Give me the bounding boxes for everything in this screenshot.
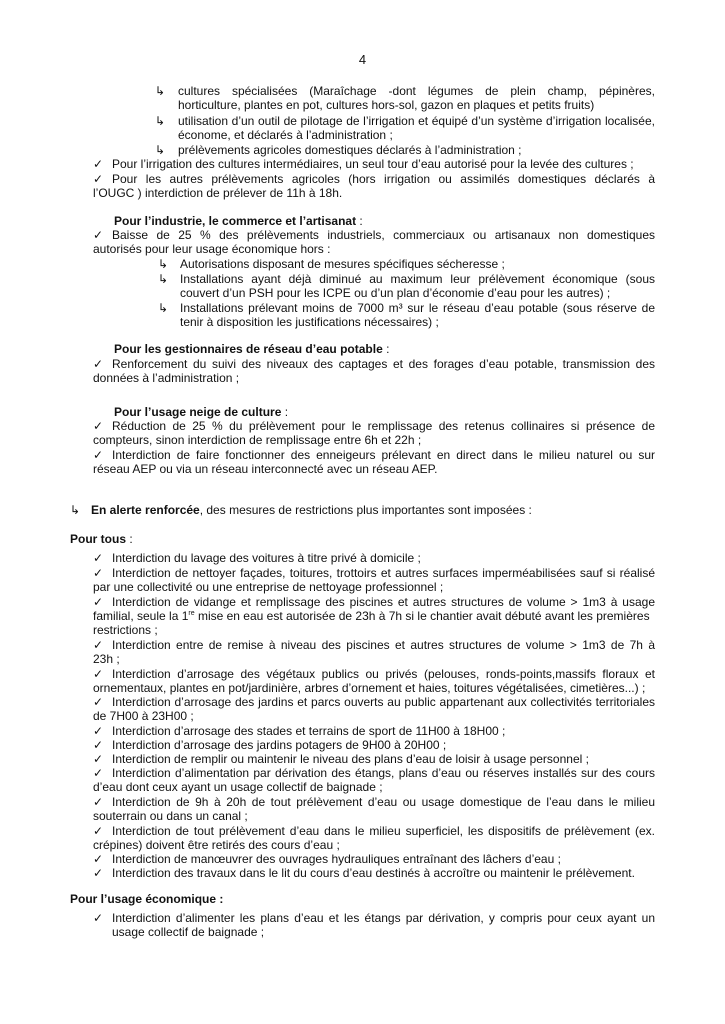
- arrow-item-text: horticulture, plantes en pot, cultures hors-sol, gazon en plaques et petits fruits): [178, 98, 595, 112]
- check-icon: ✓: [93, 667, 104, 681]
- arrow-item-text: tenir à disposition les justifications nécessaires) ;: [180, 315, 439, 329]
- check-item-text: Interdiction de manœuvrer des ouvrages hydrauliques entraînant des lâchers d’eau ;: [112, 852, 561, 866]
- arrow-icon: ↳: [158, 301, 169, 315]
- arrow-icon: ↳: [158, 257, 169, 271]
- check-item-text: 23h ;: [93, 652, 120, 666]
- check-icon: ✓: [93, 911, 104, 925]
- check-item-text: Baisse de 25 % des prélèvements industriels, commerciaux ou artisanaux non domestiques: [112, 228, 655, 242]
- text-part: familial, seule la 1: [93, 609, 189, 623]
- check-item-text: Interdiction de remplir ou maintenir le niveau des plans d’eau de loisir à usage personnel ;: [112, 752, 589, 766]
- check-item-text: Interdiction du lavage des voitures à titre privé à domicile ;: [112, 551, 421, 565]
- check-item-text: Interdiction d’alimenter les plans d’eau et les étangs par dérivation, y compris pour ceux ayant un: [112, 911, 655, 925]
- check-icon: ✓: [93, 724, 104, 738]
- arrow-item-text: couvert d’un PSH pour les ICPE ou d’un plan d’économie d’eau pour les autres) ;: [180, 286, 611, 300]
- check-item-text: Interdiction de 9h à 20h de tout prélèvement d’eau ou usage domestique de l’eau dans le milieu: [112, 795, 655, 809]
- check-icon: ✓: [93, 157, 104, 171]
- check-item-text: Réduction de 25 % du prélèvement pour le remplissage des retenus collinaires si présence de: [112, 419, 655, 433]
- check-icon: ✓: [93, 638, 104, 652]
- check-item-text: Interdiction d’arrosage des jardins potagers de 9H00 à 20H00 ;: [112, 738, 447, 752]
- check-icon: ✓: [93, 595, 104, 609]
- check-item-text: Interdiction de tout prélèvement d’eau dans le milieu superficiel, les dispositifs de prélèvement (ex.: [112, 824, 655, 838]
- check-icon: ✓: [93, 357, 104, 371]
- check-item-text: [93, 609, 650, 623]
- check-item-text: ornementaux, plantes en pot/jardinière, arbres d’ornement et haies, toitures végétalisées, cimetières...) ;: [93, 681, 646, 695]
- check-item-text: de 7H00 à 23H00 ;: [93, 709, 194, 723]
- alerte-text: [91, 503, 532, 517]
- arrow-icon: ↳: [155, 84, 166, 98]
- check-icon: ✓: [93, 795, 104, 809]
- heading-text: Pour les gestionnaires de réseau d’eau potable: [114, 342, 383, 356]
- check-icon: ✓: [93, 695, 104, 709]
- check-item-text: d’eau dont ceux ayant un usage collectif de baignade ;: [93, 780, 383, 794]
- section-heading: [114, 405, 288, 419]
- check-item-text: Pour les autres prélèvements agricoles (hors irrigation ou assimilés domestiques déclarés à: [112, 172, 655, 186]
- check-icon: ✓: [93, 419, 104, 433]
- check-item-text: Interdiction de faire fonctionner des enneigeurs prélevant en direct dans le milieu naturel ou sur: [112, 448, 655, 462]
- check-item-text: Interdiction d’alimentation par dérivation des étangs, plans d’eau ou réserves installés sur des cours: [112, 766, 655, 780]
- check-item-text: Interdiction d’arrosage des végétaux publics ou privés (pelouses, ronds-points,massifs floraux et: [112, 667, 655, 681]
- section-heading: Pour l’usage économique :: [70, 892, 224, 906]
- heading-text: Pour tous: [70, 532, 126, 546]
- arrow-item-text: prélèvements agricoles domestiques déclarés à l’administration ;: [178, 143, 522, 157]
- check-item-text: restrictions ;: [93, 623, 158, 637]
- arrow-item-text: Autorisations disposant de mesures spécifiques sécheresse ;: [180, 257, 505, 271]
- arrow-item-text: Installations ayant déjà diminué au maximum leur prélèvement économique (sous: [180, 272, 655, 286]
- check-item-text: Interdiction d’arrosage des stades et terrains de sport de 11H00 à 18H00 ;: [112, 724, 506, 738]
- check-item-text: compteurs, sinon interdiction de remplissage entre 6h et 22h ;: [93, 433, 422, 447]
- check-item-text: réseau AEP ou via un réseau interconnecté avec un réseau AEP.: [93, 462, 438, 476]
- alerte-bold: En alerte renforcée: [91, 503, 200, 517]
- arrow-item-text: cultures spécialisées (Maraîchage -dont légumes de plein champ, pépinères,: [178, 84, 655, 98]
- heading-text: Pour l’industrie, le commerce et l’artisanat: [114, 214, 357, 228]
- alerte-rest: , des mesures de restrictions plus importantes sont imposées :: [199, 503, 532, 517]
- check-icon: ✓: [93, 766, 104, 780]
- check-item-text: l’OUGC ) interdiction de prélever de 11h à 18h.: [93, 186, 343, 200]
- arrow-item-text: utilisation d’un outil de pilotage de l’irrigation et équipé d’un système d’irrigation localisée,: [178, 114, 655, 128]
- check-item-text: Interdiction entre de remise à niveau des piscines et autres structures de volume > 1m3 de 7h à: [112, 638, 655, 652]
- arrow-item-text: Installations prélevant moins de 7000 m³ sur le réseau d’eau potable (sous réserve de: [180, 301, 655, 315]
- check-icon: ✓: [93, 824, 104, 838]
- check-item-text: souterrain ou dans un canal ;: [93, 809, 248, 823]
- heading-colon: :: [356, 214, 363, 228]
- section-heading: [70, 532, 133, 546]
- check-icon: ✓: [93, 172, 104, 186]
- heading-text: Pour l’usage neige de culture: [114, 405, 282, 419]
- check-item-text: Pour l’irrigation des cultures intermédiaires, un seul tour d’eau autorisé pour la levée des cultures ;: [112, 157, 634, 171]
- check-icon: ✓: [93, 566, 104, 580]
- check-icon: ✓: [93, 228, 104, 242]
- heading-colon: :: [281, 405, 289, 419]
- check-icon: ✓: [93, 852, 104, 866]
- arrow-icon: ↳: [70, 503, 81, 517]
- check-item-text: Interdiction de vidange et remplissage des piscines et autres structures de volume > 1m3 à usage: [112, 595, 655, 609]
- text-part: mise en eau est autorisée de 23h à 7h si le chantier avait débuté avant les premières: [194, 609, 650, 623]
- check-icon: ✓: [93, 866, 104, 880]
- section-heading: [114, 342, 389, 356]
- check-item-text: Interdiction de nettoyer façades, toitures, trottoirs et autres surfaces imperméabilisées sauf si réalisé: [112, 566, 655, 580]
- check-item-text: crépines) doivent être retirés des cours d’eau ;: [93, 838, 340, 852]
- check-item-text: usage collectif de baignade ;: [112, 925, 265, 939]
- check-item-text: autorisés pour leur usage économique hors :: [93, 242, 331, 256]
- arrow-icon: ↳: [158, 272, 169, 286]
- check-item-text: Interdiction d’arrosage des jardins et parcs ouverts au public appartenant aux collectivités territoriales: [112, 695, 655, 709]
- superscript: re: [188, 610, 195, 617]
- check-icon: ✓: [93, 752, 104, 766]
- check-item-text: Interdiction des travaux dans le lit du cours d’eau destinés à accroître ou maintenir le prélèvement.: [112, 866, 635, 880]
- check-item-text: Renforcement du suivi des niveaux des captages et des forages d’eau potable, transmission des: [112, 357, 655, 371]
- check-icon: ✓: [93, 738, 104, 752]
- arrow-icon: ↳: [155, 114, 166, 128]
- heading-colon: :: [382, 342, 390, 356]
- check-item-text: données à l’administration ;: [93, 371, 240, 385]
- arrow-icon: ↳: [155, 143, 166, 157]
- section-heading: [114, 214, 363, 228]
- check-icon: ✓: [93, 551, 104, 565]
- heading-colon: :: [126, 532, 133, 546]
- arrow-item-text: économe, et déclarés à l’administration ;: [178, 128, 393, 142]
- page-number: 4: [358, 52, 367, 67]
- check-icon: ✓: [93, 448, 104, 462]
- check-item-text: par une collectivité ou une entreprise de nettoyage professionnel ;: [93, 580, 444, 594]
